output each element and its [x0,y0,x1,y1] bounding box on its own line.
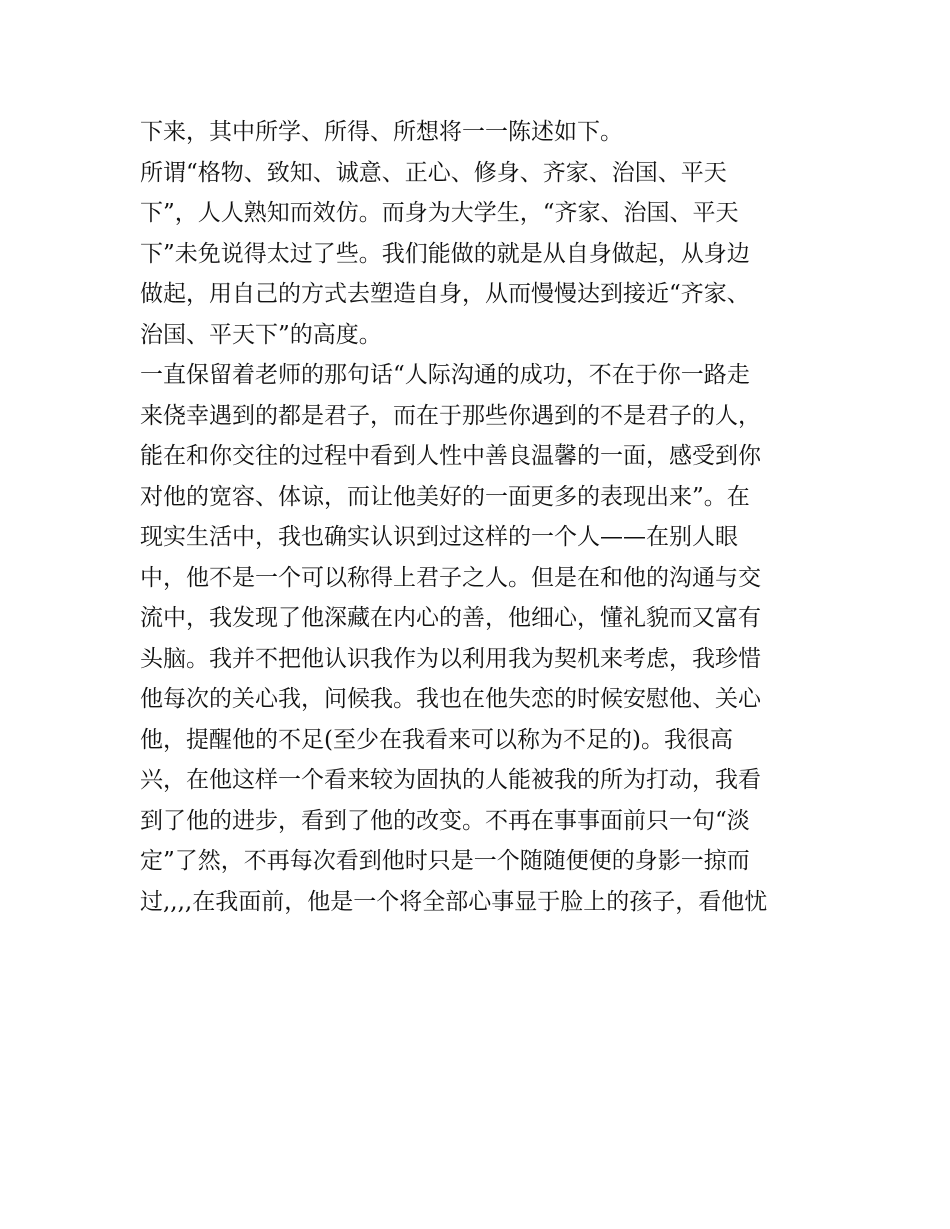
document-body [140,112,820,922]
text-line: 现实生活中，我也确实认识到过这样的一个人——在别人眼 [140,524,738,550]
text-line: 兴，在他这样一个看来较为固执的人能被我的所为打动，我看 [140,767,761,793]
text-line: 头脑。我并不把他认识我作为以利用我为契机来考虑，我珍惜 [140,645,761,672]
text-line: 他每次的关心我，问候我。我也在他失恋的时候安慰他、关心 [140,686,761,712]
text-line: 下来，其中所学、所得、所想将一一陈述如下。 [140,119,623,145]
text-line: 一直保留着老师的那句话“人际沟通的成功，不在于你一路走 [140,362,750,388]
text-line: 中，他不是一个可以称得上君子之人。但是在和他的沟通与交 [140,564,761,591]
text-line: 定”了然，不再每次看到他时只是一个随随便便的身影一掠而 [140,848,750,874]
text-line: 他，提醒他的不足(至少在我看来可以称为不足的)。我很高 [140,726,733,753]
text-line: 所谓“格物、致知、诚意、正心、修身、齐家、治国、平天 [140,159,727,186]
text-line: 治国、平天下”的高度。 [140,321,382,348]
text-line: 对他的宽容、体谅，而让他美好的一面更多的表现出来”。在 [140,483,750,510]
text-line: 到了他的进步，看到了他的改变。不再在事事面前只一句“淡 [140,807,750,834]
text-line: 做起，用自己的方式去塑造自身，从而慢慢达到接近“齐家、 [140,281,750,307]
text-line: 下”，人人熟知而效仿。而身为大学生，“齐家、治国、平天 [140,200,739,226]
text-line: 能在和你交往的过程中看到人性中善良温馨的一面，感受到你 [140,443,761,469]
text-line: 下”未免说得太过了些。我们能做的就是从自身做起，从身边 [140,240,750,267]
text-line: 来侥幸遇到的都是君子，而在于那些你遇到的不是君子的人， [140,402,761,429]
text-line: 过,,,,在我面前，他是一个将全部心事显于脸上的孩子，看他忧 [140,888,768,915]
text-line: 流中，我发现了他深藏在内心的善，他细心，懂礼貌而又富有 [140,605,761,631]
